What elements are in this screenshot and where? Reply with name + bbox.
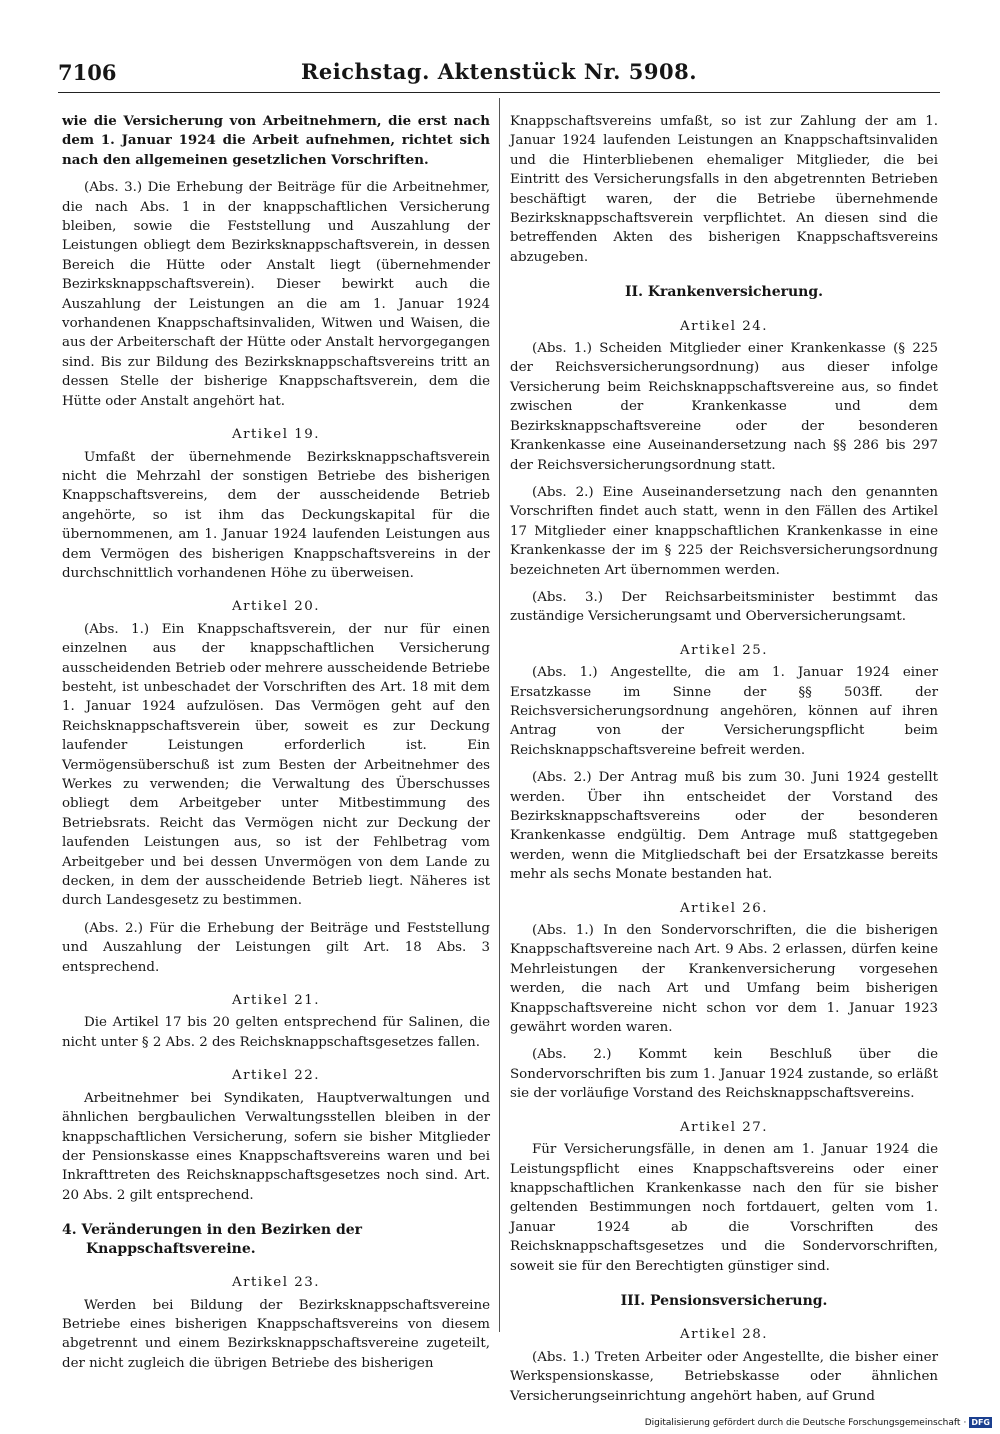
footer-credit: Digitalisierung gefördert durch die Deutsche Forschungsgemeinschaft · DFG [644,1417,990,1428]
paragraph: Werden bei Bildung der Bezirksknappschaftsvereine Betriebe eines bisherigen Knappschaftsvereins von diesem abgetrennt und einem Bezirksknappschaftsvereine zugeteilt, der nicht zugleich die übrigen Betriebe des bisherigen [62,1297,490,1371]
paragraph: (Abs. 3.) Die Erhebung der Beiträge für die Arbeitnehmer, die nach Abs. 1 in der knappschaftlichen Versicherung bleiben, sowie die Feststellung und Auszahlung der Leistungen obliegt dem Bezirksknappschaftsverein, in dessen Bereich die Hütte oder Anstalt liegt (übernehmender Bezirksknappschaftsverein). Dieser bewirkt auch die Auszahlung der Leistungen an die am 1. Januar 1924 vorhandenen Knappschaftsinvaliden, Witwen und Waisen, die aus der Arbeiterschaft der Hütte oder Anstalt hervorgegangen sind. Bis zur Bildung des Bezirksknappschaftsvereins tritt an dessen Stelle der bisherige Knappschaftsverein, dem die Hütte oder Anstalt angehört hat. [62,180,490,409]
page-header [58,58,940,92]
paragraph: (Abs. 3.) Der Reichsarbeitsminister bestimmt das zuständige Versicherungsamt und Oberversicherungsamt. [510,589,938,625]
header-rule [58,92,940,93]
column-divider [499,98,500,1332]
article-heading: Artikel 26. [679,900,769,916]
section-heading: II. Krankenversicherung. [624,284,824,301]
article-heading: Artikel 23. [231,1275,321,1291]
article-heading: Artikel 25. [679,642,769,658]
paragraph: Umfaßt der übernehmende Bezirksknappschaftsverein nicht die Mehrzahl der sonstigen Betriebe des bisherigen Knappschaftsvereins, dem der ausscheidende Betrieb angehörte, so ist ihm das Deckungskapital für die übernommenen, am 1. Januar 1924 laufenden Leistungen aus dem Vermögen des bisherigen Knappschaftsvereins in der durchschnittlich vorhandenen Höhe zu überweisen. [62,449,490,581]
article-heading: Artikel 22. [231,1068,321,1084]
article-heading: Artikel 27. [679,1119,769,1135]
paragraph: Knappschaftsvereins umfaßt, so ist zur Zahlung der am 1. Januar 1924 laufenden Leistungen an Knappschaftsinvaliden und die Hinterbliebenen ehemaliger Mitglieder, die bei Eintritt des Versicherungsfalls in den abgetrennten Betrieben beschäftigt waren, der die Betriebe übernehmende Bezirksknappschaftsverein verpflichtet. An diesen sind die betreffenden Akten des bisherigen Knappschaftsvereins abzugeben. [510,114,938,265]
paragraph: (Abs. 2.) Der Antrag muß bis zum 30. Juni 1924 gestellt werden. Über ihn entscheidet der Vorstand des Bezirksknappschaftsvereins oder der besonderen Krankenkasse endgültig. Dem Antrage muß stattgegeben werden, wenn die Mitgliedschaft bei der Ersatzkasse bereits mehr als sechs Monate bestanden hat. [510,770,938,883]
paragraph: (Abs. 1.) Scheiden Mitglieder einer Krankenkasse (§ 225 der Reichsversicherungsordnung) aus dieser infolge Versicherung beim Reichsknappschaftsvereine aus, so findet zwischen der Krankenkasse und dem Bezirksknappschaftsvereine oder der besonderen Krankenkasse eine Auseinandersetzung nach §§ 286 bis 297 der Reichsversicherungsordnung statt. [510,341,938,473]
paragraph: (Abs. 1.) Treten Arbeiter oder Angestellte, die bisher einer Werkspensionskasse, Betriebskasse oder ähnlichen Versicherungseinrichtung angehört haben, auf Grund [510,1349,938,1404]
section-heading: III. Pensionsversicherung. [620,1292,828,1309]
paragraph: (Abs. 2.) Kommt kein Beschluß über die Sondervorschriften bis zum 1. Januar 1924 zustande, so erläßt sie der vorläufige Vorstand des Reichsknappschaftsvereins. [510,1047,938,1102]
article-heading: Artikel 28. [679,1327,769,1343]
paragraph: Arbeitnehmer bei Syndikaten, Hauptverwaltungen und ähnlichen bergbaulichen Verwaltungsstellen bleiben in der knappschaftlichen Versicherung, sofern sie bisher Mitglieder der Pensionskasse eines Knappschaftsvereins waren und bei Inkrafttreten des Reichsknappschaftsgesetzes noch sind. Art. 20 Abs. 2 gilt entsprechend. [62,1090,490,1203]
dfg-logo: DFG [971,1418,990,1427]
paragraph: (Abs. 1.) Ein Knappschaftsverein, der nur für einen einzelnen aus der knappschaftlichen Versicherung ausscheidenden Betrieb oder mehrere ausscheidende Betriebe besteht, ist unbeschadet der Vorschriften des Art. 18 mit dem 1. Januar 1924 aufzulösen. Das Vermögen geht auf den Reichsknappschaftsverein über, soweit es zur Deckung laufender Leistungen erforderlich ist. Ein Vermögensüberschuß ist zum Besten der Arbeitnehmer des Werkes zu verwenden; die Verwaltung des Überschusses obliegt dem Arbeitgeber unter Mitbestimmung des Betriebsrats. Reicht das Vermögen nicht zur Deckung der laufenden Leistungen aus, so ist der Fehlbetrag vom Arbeitgeber und bei dessen Unvermögen von dem Lande zu decken, in dem der ausscheidende Betrieb liegt. Näheres ist durch Landesgesetz zu bestimmen. [62,621,490,909]
left-column [62,112,490,1373]
paragraph: Für Versicherungsfälle, in denen am 1. Januar 1924 die Leistungspflicht eines Knappschaftsvereins oder einer knappschaftlichen Krankenkasse nach den für sie bisher geltenden Bestimmungen noch fortdauert, gelten vom 1. Januar 1924 ab die Vorschriften des Reichsknappschaftsgesetzes und die Sondervorschriften, soweit sie für den Berechtigten günstiger sind. [510,1142,938,1274]
article-heading: Artikel 21. [231,993,321,1009]
paragraph: (Abs. 1.) Angestellte, die am 1. Januar 1924 einer Ersatzkasse im Sinne der §§ 503ff. der Reichsversicherungsordnung angehören, können auf ihren Antrag von der Versicherungspflicht beim Reichsknappschaftsvereine befreit werden. [510,665,938,758]
paragraph: (Abs. 2.) Eine Auseinandersetzung nach den genannten Vorschriften findet auch statt, wenn in den Fällen des Artikel 17 Mitglieder einer knappschaftlichen Krankenkasse in eine Krankenkasse der im § 225 der Reichsversicherungsordnung bezeichneten Art übernommen werden. [510,484,938,578]
article-heading: Artikel 24. [679,318,769,334]
section-heading: 4. Veränderungen in den Bezirken der Knappschaftsvereine. [62,1222,363,1258]
article-heading: Artikel 20. [231,599,321,615]
article-heading: Artikel 19. [231,427,321,443]
page-number: 7106 [58,60,117,85]
right-column [510,112,938,1406]
paragraph: (Abs. 1.) In den Sondervorschriften, die die bisherigen Knappschaftsvereine nach Art. 9 Abs. 2 erlassen, dürfen keine Mehrleistungen der Krankenversicherung vorgesehen werden, die nach Art und Umfang beim bisherigen Knappschaftsvereine nicht schon vor dem 1. Januar 1923 gewährt worden waren. [510,923,938,1036]
footer-credit-text: Digitalisierung gefördert durch die Deutsche Forschungsgemeinschaft [644,1417,961,1428]
paragraph: (Abs. 2.) Für die Erhebung der Beiträge und Feststellung und Auszahlung der Leistungen gilt Art. 18 Abs. 3 entsprechend. [62,920,490,975]
paragraph: wie die Versicherung von Arbeitnehmern, die erst nach dem 1. Januar 1924 die Arbeit aufnehmen, richtet sich nach den allgemeinen gesetzlichen Vorschriften. [62,113,490,168]
page-title: Reichstag. Aktenstück Nr. 5908. [300,59,698,84]
paragraph: Die Artikel 17 bis 20 gelten entsprechend für Salinen, die nicht unter § 2 Abs. 2 des Reichsknappschaftsgesetzes fallen. [62,1015,490,1050]
